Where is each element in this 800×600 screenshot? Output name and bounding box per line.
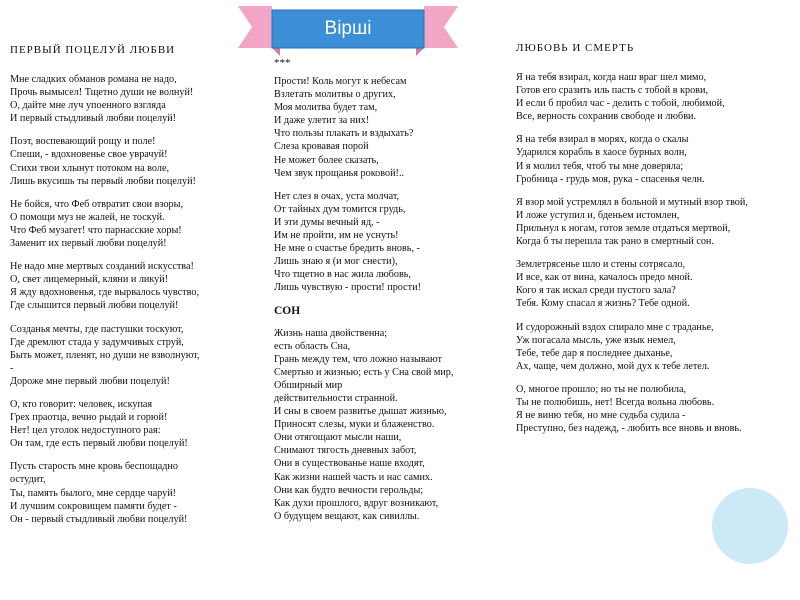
poem-line: есть область Сна, bbox=[274, 340, 351, 352]
poem-line: И судорожный вздох спирало мне с траданье, bbox=[516, 321, 714, 333]
stanza bbox=[516, 258, 796, 310]
poem-line: Грань между тем, что ложно называют bbox=[274, 353, 442, 365]
poem-line: Они отягощают мысли наши, bbox=[274, 432, 402, 444]
poem-line: Снимают тягость дневных забот, bbox=[274, 445, 417, 457]
poem-line: Он - первый стыдливый любви поцелуй! bbox=[10, 513, 188, 525]
poem-line: Не надо мне мертвых созданий искусства! bbox=[10, 261, 194, 273]
poem-line: Как духи прошлого, вдруг возникают, bbox=[274, 497, 439, 509]
poem-line: О, свет лицемерный, кляни и ликуй! bbox=[10, 274, 169, 286]
poem-body-son bbox=[274, 327, 514, 523]
poem-line: Что пользы плакать и вздыхать? bbox=[274, 128, 414, 140]
poem-line: - bbox=[10, 362, 14, 374]
poem-body bbox=[516, 71, 796, 435]
poem-line: И если б пробил час - делить с тобой, любимой, bbox=[516, 98, 725, 110]
poem-line: Я на тебя взирал в морях, когда о скалы bbox=[516, 134, 689, 146]
poem-line: Ах, чаще, чем должно, мой дух к тебе летел. bbox=[516, 360, 710, 372]
stanza bbox=[10, 260, 272, 312]
poem-line: Спеши, - вдохновенье свое уврачуй! bbox=[10, 149, 168, 161]
poem-line: Ты, память былого, мне сердце чаруй! bbox=[10, 487, 177, 499]
poem-line: О, дайте мне луч упоенного взгляда bbox=[10, 100, 166, 112]
poem-line: Когда б ты перешла так рано в смертный сон. bbox=[516, 236, 714, 248]
poem-line: Я жду вдохновенья, где вырвалось чувство, bbox=[10, 287, 199, 299]
poem-line: Кого я так искал среди пустого зала? bbox=[516, 285, 676, 297]
stanza bbox=[10, 135, 272, 187]
poem-line: Не может более сказать, bbox=[274, 154, 379, 166]
stanza bbox=[516, 383, 796, 435]
decorative-circle bbox=[712, 488, 788, 564]
poem-line: И даже улетит за них! bbox=[274, 115, 370, 127]
poem-line: Что Феб музагет! что парнасские хоры! bbox=[10, 224, 182, 236]
poem-line: Грех праотца, вечно рыдай и горюй! bbox=[10, 412, 168, 424]
poem-line: Им не пройти, им не уснуть! bbox=[274, 230, 399, 242]
poem-line: И сны в своем развитье дышат жизнью, bbox=[274, 406, 447, 418]
poem-line: Он там, где есть первый любви поцелуй! bbox=[10, 438, 188, 450]
poem-line: Преступно, без надежд, - любить все вновь и вновь. bbox=[516, 423, 742, 435]
poem-line: Прильнул к ногам, готов земле отдаться мертвой, bbox=[516, 222, 731, 234]
poem-line: Смертью и жизнью; есть у Сна свой мир, bbox=[274, 366, 454, 378]
poem-line: Поэт, воспевающий рощу и поле! bbox=[10, 136, 156, 148]
poem-line: Обширный мир bbox=[274, 379, 343, 391]
stanza bbox=[10, 460, 272, 525]
poem-line: Прочь вымысел! Тщетно души не волнуй! bbox=[10, 87, 194, 99]
stanza bbox=[516, 196, 796, 248]
poem-line: Жизнь наша двойственна; bbox=[274, 327, 388, 339]
poem-line: Прости! Коль могут к небесам bbox=[274, 76, 407, 87]
poem-line: Тебя. Кому спасал я жизнь? Тебе одной. bbox=[516, 298, 690, 310]
poem-body bbox=[274, 75, 514, 295]
stanza bbox=[516, 133, 796, 185]
poem-body bbox=[10, 73, 272, 526]
poem-line: Не бойся, что Феб отвратит свои взоры, bbox=[10, 198, 184, 210]
poem-line: Чем звук прощанья роковой!.. bbox=[274, 167, 405, 179]
poem-line: Нет! цел уголок недоступного рая: bbox=[10, 425, 161, 437]
poem-title: ПЕРВЫЙ ПОЦЕЛУЙ ЛЮБВИ bbox=[10, 44, 176, 56]
poem-line: Моя молитва будет там, bbox=[274, 102, 378, 114]
banner-title: Вірші bbox=[324, 17, 372, 39]
poem-line: Не мне о счастье бредить вновь, - bbox=[274, 243, 420, 255]
poem-line: Я взор мой устремлял в больной и мутный взор твой, bbox=[516, 196, 748, 208]
poem-line: Ударился корабль в хаосе бурных волн, bbox=[516, 147, 687, 159]
poem-line: остудит, bbox=[10, 474, 46, 486]
poem-line: Созданья мечты, где пастушки тоскуют, bbox=[10, 323, 184, 335]
stanza bbox=[274, 75, 514, 180]
stanza bbox=[274, 190, 514, 295]
poem-line: Они в существованье наше входят, bbox=[274, 458, 425, 470]
poem-title: ЛЮБОВЬ И СМЕРТЬ bbox=[516, 42, 635, 54]
stanza bbox=[10, 398, 272, 450]
poem-line: И лучшим сокровищем памяти будет - bbox=[10, 500, 177, 512]
poem-line: Как жизни нашей часть и нас самих. bbox=[274, 471, 433, 483]
poem-line: Ты не полюбишь, нет! Всегда вольна любовь. bbox=[516, 396, 715, 408]
poem-stars: *** bbox=[274, 57, 291, 69]
poem-line: Все, верность сохранив свободе и любви. bbox=[516, 111, 696, 123]
poem-title-son: СОН bbox=[274, 304, 301, 317]
stanza bbox=[516, 321, 796, 373]
poem-line: О помощи муз не жалей, не тоскуй. bbox=[10, 211, 165, 223]
poem-line: Быть может, пленят, но души не взволнуют, bbox=[10, 349, 200, 361]
stanza bbox=[10, 198, 272, 250]
poem-line: И ложе уступил и, бденьем истомлен, bbox=[516, 209, 680, 221]
poem-first-kiss bbox=[10, 44, 272, 536]
poem-line: Заменит их первый любви поцелуй! bbox=[10, 238, 167, 250]
stanza bbox=[10, 323, 272, 388]
poem-line: Приносят слезы, муки и блаженство. bbox=[274, 419, 435, 431]
poem-line: Нет слез в очах, уста молчат, bbox=[274, 190, 400, 202]
poem-line: И первый стыдливый любви поцелуй! bbox=[10, 113, 177, 125]
poem-line: Гробница - грудь моя, рука - спасенья челн. bbox=[516, 173, 705, 185]
poem-line: О, кто говорит: человек, искупая bbox=[10, 398, 153, 410]
poem-line: От тайных дум томится грудь, bbox=[274, 203, 406, 215]
poem-line: Готов его сразить иль пасть с тобой в крови, bbox=[516, 85, 708, 97]
poem-line: Они как будто вечности герольды; bbox=[274, 484, 424, 496]
poem-line: Стихи твои хлынут потоком на воле, bbox=[10, 162, 170, 174]
poem-line: Мне сладких обманов романа не надо, bbox=[10, 74, 177, 85]
poem-line: Слеза кровавая порой bbox=[274, 141, 369, 153]
poem-line: О будущем вещают, как сивиллы. bbox=[274, 510, 420, 522]
poem-line: Я на тебя взирал, когда наш враг шел мимо, bbox=[516, 72, 707, 83]
poem-line: Тебе, тебе дар я последнее дыханье, bbox=[516, 347, 673, 359]
stanza bbox=[516, 71, 796, 123]
poem-line: И все, как от вина, качалось предо мной. bbox=[516, 272, 693, 284]
poem-line: действительности странной. bbox=[274, 392, 398, 404]
poem-line: И эти думы вечный яд, - bbox=[274, 216, 380, 228]
poem-line: Взлетать молитвы о других, bbox=[274, 89, 396, 101]
poem-line: Лишь вкусишь ты первый любви поцелуй! bbox=[10, 175, 196, 187]
poem-line: Лишь чувствую - прости! прости! bbox=[274, 282, 421, 294]
poem-farewell bbox=[274, 57, 514, 523]
stanza bbox=[10, 73, 272, 125]
poem-line: Пусть старость мне кровь беспощадно bbox=[10, 461, 178, 473]
poem-line: Где дремлют стада у задумчивых струй, bbox=[10, 336, 184, 348]
poem-line: Что тщетно в нас жила любовь, bbox=[274, 269, 411, 281]
poem-love-death bbox=[516, 42, 796, 445]
poem-line: Землетрясенье шло и стены сотрясало, bbox=[516, 259, 686, 271]
poem-line: Уж погасала мысль, уже язык немел, bbox=[516, 334, 676, 346]
poem-line: Где слышится первый любви поцелуй! bbox=[10, 300, 179, 312]
poem-line: Лишь знаю я (и мог снести), bbox=[274, 256, 398, 268]
poem-line: О, многое прошло; но ты не полюбила, bbox=[516, 383, 687, 395]
poem-line: И я молил тебя, чтоб ты мне доверяла; bbox=[516, 160, 684, 172]
poem-line: Я не виню тебя, но мне судьба судила - bbox=[516, 410, 686, 422]
poem-line: Дороже мне первый любви поцелуй! bbox=[10, 375, 170, 387]
